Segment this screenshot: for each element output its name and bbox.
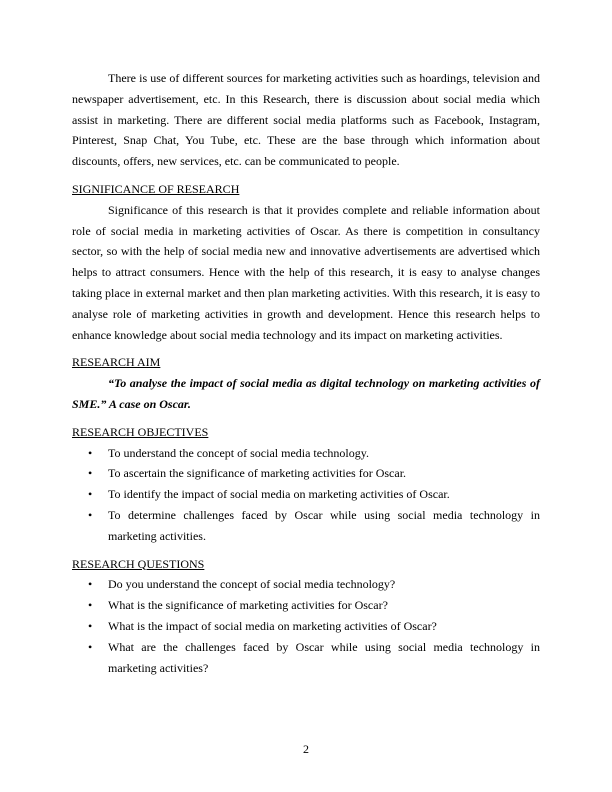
bullet-icon: •: [88, 598, 93, 613]
bullet-icon: •: [88, 639, 93, 654]
questions-list: [72, 574, 540, 678]
page-number: 2: [303, 742, 309, 756]
list-item: [72, 505, 540, 547]
list-item: [72, 443, 540, 464]
list-item-text: To determine challenges faced by Oscar while using social media technology in marketing activities.: [108, 507, 540, 543]
list-item: [72, 484, 540, 505]
intro-paragraph: There is use of different sources for marketing activities such as hoardings, television and newspaper advertisement, etc. In this Research, there is discussion about social media which assist in marketing. There are different social media platforms such as Facebook, Instagram, Pinterest, Snap Chat, You Tube, etc. These are the base through which information about discounts, offers, new services, etc. can be communicated to people.: [72, 71, 540, 169]
bullet-icon: •: [88, 507, 93, 522]
list-item-text: Do you understand the concept of social media technology?: [108, 577, 396, 592]
page-body: [72, 68, 540, 678]
objectives-heading: RESEARCH OBJECTIVES: [72, 424, 209, 439]
aim-statement: “To analyse the impact of social media as digital technology on marketing activities of SME.” A case on Oscar.: [72, 376, 540, 411]
list-item-text: To identify the impact of social media on marketing activities of Oscar.: [108, 487, 450, 502]
list-item: [72, 574, 540, 595]
list-item-text: What are the challenges faced by Oscar while using social media technology in marketing activities?: [108, 639, 540, 675]
list-item-text: What is the significance of marketing activities for Oscar?: [108, 598, 388, 613]
list-item-text: To ascertain the significance of marketing activities for Oscar.: [108, 466, 407, 481]
bullet-icon: •: [88, 445, 93, 460]
list-item-text: What is the impact of social media on marketing activities of Oscar?: [108, 618, 437, 633]
bullet-icon: •: [88, 618, 93, 633]
significance-heading: SIGNIFICANCE OF RESEARCH: [72, 181, 240, 196]
aim-heading: RESEARCH AIM: [72, 355, 161, 370]
list-item: [72, 616, 540, 637]
objectives-list: [72, 443, 540, 547]
bullet-icon: •: [88, 466, 93, 481]
list-item: [72, 463, 540, 484]
questions-heading: RESEARCH QUESTIONS: [72, 556, 205, 571]
bullet-icon: •: [88, 577, 93, 592]
list-item-text: To understand the concept of social media technology.: [108, 445, 369, 460]
significance-paragraph: Significance of this research is that it provides complete and reliable information about role of social media in marketing activities of Oscar. As there is competition in consultancy sector, so with the help of social media new and innovative advertisements are advertised which helps to attract consumers. Hence with the help of this research, it is easy to analyse changes taking place in external market and then plan marketing activities. With this research, it is easy to analyse role of marketing activities in growth and development. Hence this research helps to enhance knowledge about social media technology and its impact on marketing activities.: [72, 202, 540, 342]
bullet-icon: •: [88, 487, 93, 502]
list-item: [72, 595, 540, 616]
list-item: [72, 637, 540, 679]
